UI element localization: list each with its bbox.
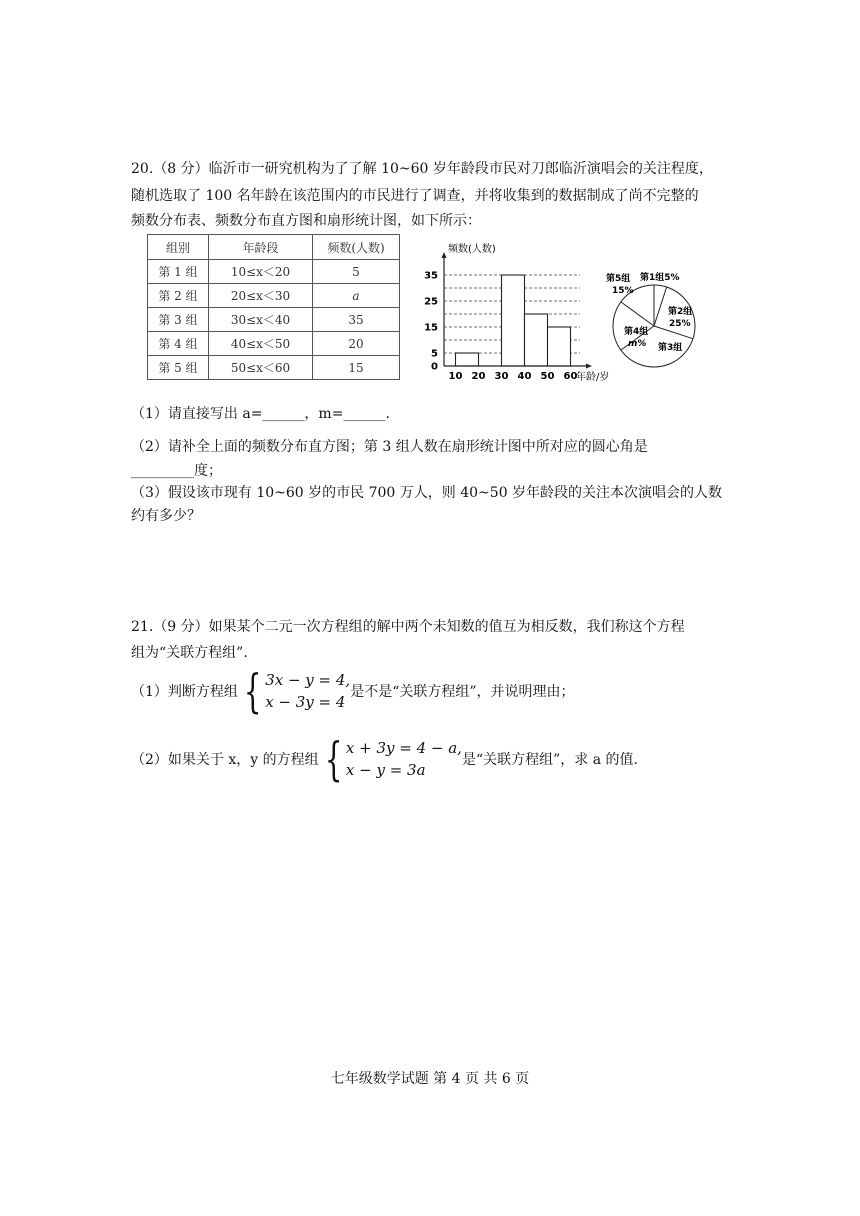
histogram-xlabel: 年龄/岁 xyxy=(576,372,610,383)
equation: x − y = 3a xyxy=(345,761,426,779)
table-cell: 30≤x＜40 xyxy=(209,308,313,332)
table-cell: 35 xyxy=(313,308,400,332)
pie-label-group5: 第5组 xyxy=(606,274,631,284)
q20-sub1: （1）请直接写出 a=______，m=______. xyxy=(131,406,390,422)
q21-sub1 xyxy=(131,664,575,718)
histogram-bar xyxy=(502,275,525,366)
table-cell: a xyxy=(313,284,400,308)
x-tick-label: 10 xyxy=(448,371,463,382)
pie-label-group1: 第1组5% xyxy=(640,273,680,283)
table-row xyxy=(148,284,400,308)
q20-sub3-line2: 约有多少？ xyxy=(131,508,201,524)
page-footer: 七年级数学试题 第 4 页 共 6 页 xyxy=(330,1071,530,1087)
equation: x − 3y = 4 xyxy=(265,693,346,711)
frequency-histogram xyxy=(420,238,620,386)
pie-label-group4-pct: m% xyxy=(628,339,647,349)
q20-line-1: 20.（8 分）临沂市一研究机构为了了解 10~60 岁年龄段市民对刀郎临沂演唱会的关注程度， xyxy=(131,161,713,177)
table-header-row xyxy=(148,235,400,260)
pie-label-group3: 第3组 xyxy=(658,343,683,353)
q21-sub2 xyxy=(131,732,638,786)
y-axis-arrow xyxy=(442,252,447,258)
q21-line-1: 21.（9 分）如果某个二元一次方程组的解中两个未知数的值互为相反数，我们称这个方程 xyxy=(131,619,685,635)
pie-label-group2-pct: 25% xyxy=(669,319,691,329)
table-row xyxy=(148,308,400,332)
y-tick-label: 25 xyxy=(424,296,438,308)
table-cell: 5 xyxy=(313,260,400,284)
table-cell: 第 2 组 xyxy=(148,284,209,308)
y-tick-label: 5 xyxy=(431,348,438,360)
brace-icon: { xyxy=(324,732,343,786)
q21-sub2-suffix: 是“关联方程组”，求 a 的值. xyxy=(461,752,638,768)
y-tick-label: 0 xyxy=(431,361,438,373)
x-axis-arrow xyxy=(586,364,592,369)
table-cell: 50≤x＜60 xyxy=(209,356,313,380)
pie-label-group2: 第2组 xyxy=(668,307,693,317)
q21-sub1-prefix: （1）判断方程组 xyxy=(131,684,238,700)
histogram-bar xyxy=(456,353,479,366)
table-cell: 40≤x＜50 xyxy=(209,332,313,356)
y-tick-label: 35 xyxy=(424,270,438,282)
pie-slice-boundary xyxy=(621,302,654,326)
pie-slice-boundary xyxy=(654,287,667,326)
table-row xyxy=(148,332,400,356)
q20-line-2: 随机选取了 100 名年龄在该范围内的市民进行了调查，并将收集到的数据制成了尚不完整的 xyxy=(131,188,699,204)
table-cell: 20≤x＜30 xyxy=(209,284,313,308)
pie-label-group4: 第4组 xyxy=(624,327,649,337)
header-frequency: 频数(人数) xyxy=(313,235,400,260)
table-cell: 15 xyxy=(313,356,400,380)
table-cell: 20 xyxy=(313,332,400,356)
brace-icon: { xyxy=(243,664,262,718)
pie-chart xyxy=(598,266,708,370)
equation-system-2 xyxy=(346,737,462,781)
histogram-bar xyxy=(548,327,571,366)
histogram-ylabel: 频数(人数) xyxy=(448,244,496,255)
header-age: 年龄段 xyxy=(209,235,313,260)
histogram-bar xyxy=(525,314,548,366)
table-cell: 第 4 组 xyxy=(148,332,209,356)
equation-system-1 xyxy=(265,669,350,713)
y-tick-label: 15 xyxy=(424,322,438,334)
q21-sub2-prefix: （2）如果关于 x，y 的方程组 xyxy=(131,752,319,768)
x-tick-label: 60 xyxy=(563,371,578,382)
x-tick-label: 30 xyxy=(494,371,509,382)
q20-line-3: 频数分布表、频数分布直方图和扇形统计图，如下所示： xyxy=(131,213,481,229)
q20-sub3-line1: （3）假设该市现有 10~60 岁的市民 700 万人，则 40~50 岁年龄段的关注本次演唱会的人数 xyxy=(131,485,723,501)
table-cell: 10≤x＜20 xyxy=(209,260,313,284)
pie-label-group5-pct: 15% xyxy=(612,286,634,296)
q20-sub2-line2: _________度； xyxy=(131,463,222,479)
table-cell: 第 3 组 xyxy=(148,308,209,332)
x-tick-label: 40 xyxy=(517,371,532,382)
table-cell: 第 1 组 xyxy=(148,260,209,284)
frequency-table xyxy=(147,234,400,380)
q20-sub2-line1: （2）请补全上面的频数分布直方图；第 3 组人数在扇形统计图中所对应的圆心角是 xyxy=(131,439,648,455)
header-group: 组别 xyxy=(148,235,209,260)
x-tick-label: 20 xyxy=(471,371,486,382)
table-row xyxy=(148,356,400,380)
table-cell: 第 5 组 xyxy=(148,356,209,380)
equation: x + 3y = 4 − a, xyxy=(345,739,462,757)
q21-sub1-suffix: 是不是“关联方程组”，并说明理由； xyxy=(350,684,575,700)
equation: 3x − y = 4, xyxy=(265,671,351,689)
x-tick-label: 50 xyxy=(540,371,555,382)
table-row xyxy=(148,260,400,284)
q21-line-2: 组为“关联方程组”. xyxy=(131,645,248,661)
